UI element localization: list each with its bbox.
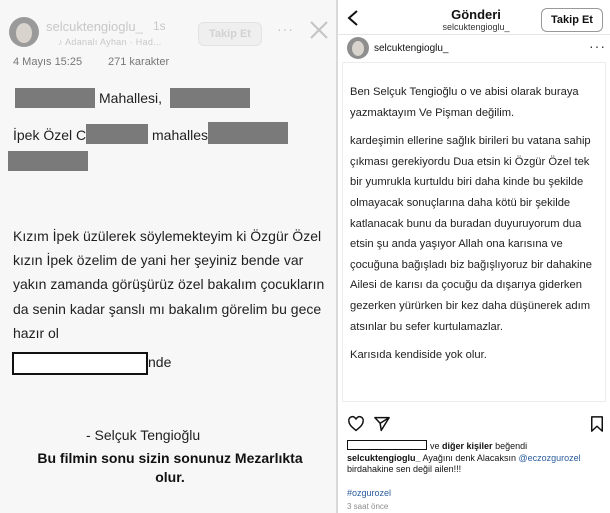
redaction-block: [208, 122, 288, 144]
story-music[interactable]: ♪ Adanalı Ayhan · Had...: [58, 37, 162, 47]
likes-others-link[interactable]: diğer kişiler: [442, 441, 493, 451]
chevron-left-icon[interactable]: [346, 8, 360, 28]
bookmark-icon[interactable]: [588, 415, 606, 433]
more-icon[interactable]: ···: [589, 38, 606, 54]
likes-suffix: beğendi: [495, 441, 528, 451]
redaction-block: [8, 151, 88, 171]
heart-icon[interactable]: [347, 415, 365, 433]
close-icon[interactable]: [306, 17, 332, 43]
likes-line: [347, 440, 527, 451]
story-more-icon[interactable]: ···: [277, 21, 294, 37]
post-actions: [347, 415, 605, 433]
story-music-label: Adanalı Ayhan · Had...: [65, 37, 162, 47]
story-body-end: nde: [148, 354, 172, 370]
caption-text-2: birdahakine sen değil ailen!!!: [347, 464, 462, 474]
avatar[interactable]: [347, 37, 369, 59]
redaction-block: [15, 88, 95, 108]
story-char-count: 271 karakter: [108, 56, 170, 68]
story-username[interactable]: selcuktengioglu_: [46, 19, 143, 34]
story-date: 4 Mayıs 15:25: [13, 56, 83, 68]
follow-button[interactable]: Takip Et: [541, 8, 603, 32]
story-time: 1s: [153, 19, 166, 33]
story-body: Kızım İpek üzülerek söylemekteyim ki Özgür Özel kızın İpek özelim de yani her şeyiniz bende var yakın zamanda görüşürüz özel bakalım çocukların da senin kadar şanslı mı bakalım görelim bu gece hazır ol: [13, 228, 325, 341]
post-text: [350, 82, 600, 366]
redaction-block: [170, 88, 250, 108]
story-avatar[interactable]: [9, 17, 39, 47]
redaction-block: [86, 124, 148, 144]
hashtag-link[interactable]: #ozgurozel: [347, 488, 392, 498]
story-line-2-start: İpek Özel C: [13, 127, 87, 143]
header-divider: [338, 34, 610, 35]
post-username[interactable]: selcuktengioglu_: [374, 43, 449, 54]
post-paragraph: Karısıda kendiside yok olur.: [350, 349, 487, 362]
story-header: [0, 0, 336, 75]
post-caption: [347, 453, 605, 475]
post-screenshot: [338, 0, 610, 513]
caption-username[interactable]: selcuktengioglu_: [347, 453, 421, 463]
redaction-box: [12, 352, 148, 375]
story-line-1: Mahallesi,: [99, 90, 163, 106]
caption-mention[interactable]: @eczozgurozel: [518, 453, 581, 463]
send-icon[interactable]: [373, 415, 391, 433]
caption-text: Ayağını denk Alacaksın: [422, 453, 516, 463]
story-closing: Bu filmin sonu sizin sonunuz Mezarlıkta olur.: [37, 450, 303, 485]
page-subtitle: selcuktengioglu_: [442, 22, 510, 32]
story-line-2-mid: mahalles: [152, 127, 209, 143]
redaction-box: [347, 440, 427, 450]
post-paragraph: Ben Selçuk Tengioğlu o ve abisi olarak buraya yazmaktayım Ve Pişman değilim.: [350, 86, 579, 119]
post-time: 3 saat önce: [347, 502, 389, 511]
likes-and: ve: [430, 441, 440, 451]
story-signature: - Selçuk Tengioğlu: [86, 427, 201, 443]
story-follow-button[interactable]: Takip Et: [198, 22, 262, 46]
post-paragraph: kardeşimin ellerine sağlık birileri bu vatana sahip çıkması gerekiyordu Dua etsin ki Özgür Özel tek bir yumrukla kurtuldu biri daha kinde bu şekilde olmayacak sonuçlarına daha kötü bir şekilde katlanacak bunu da buradan duyuruyorum dua etsin şu anda yaşıyor Allah ona karısına ve çocuğuna bağışladı biz bağışlıyoruz bir dahakine Ailesi de karısı da çocuğu da dışarıya giderken gezerken yürürken bir kez daha düşünerek adım atsınlar bu sefer kurtulamazlar.: [350, 135, 592, 333]
page-title: Gönderi: [451, 7, 501, 22]
